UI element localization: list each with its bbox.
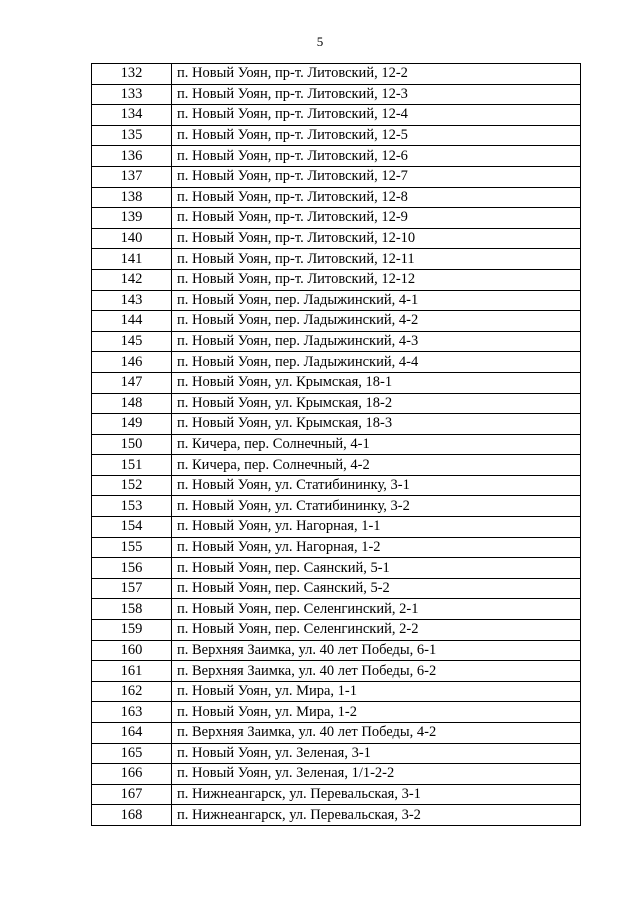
row-number-cell: 154 xyxy=(92,517,172,538)
table-row xyxy=(92,455,581,476)
table-row xyxy=(92,620,581,641)
table-row xyxy=(92,434,581,455)
table-row xyxy=(92,187,581,208)
row-number-cell: 159 xyxy=(92,620,172,641)
address-cell: п. Верхняя Заимка, ул. 40 лет Победы, 4-2 xyxy=(172,723,581,744)
table-row xyxy=(92,764,581,785)
table-row xyxy=(92,661,581,682)
address-cell: п. Новый Уоян, пр-т. Литовский, 12-8 xyxy=(172,187,581,208)
row-number-cell: 134 xyxy=(92,105,172,126)
table-row xyxy=(92,784,581,805)
table-row xyxy=(92,414,581,435)
address-cell: п. Новый Уоян, пр-т. Литовский, 12-7 xyxy=(172,166,581,187)
row-number-cell: 137 xyxy=(92,166,172,187)
address-table xyxy=(91,63,581,826)
row-number-cell: 135 xyxy=(92,125,172,146)
address-table-body xyxy=(92,64,581,826)
address-cell: п. Новый Уоян, пр-т. Литовский, 12-2 xyxy=(172,64,581,85)
table-row xyxy=(92,290,581,311)
row-number-cell: 145 xyxy=(92,331,172,352)
row-number-cell: 140 xyxy=(92,228,172,249)
address-cell: п. Новый Уоян, пер. Селенгинский, 2-1 xyxy=(172,599,581,620)
address-cell: п. Новый Уоян, пер. Ладыжинский, 4-1 xyxy=(172,290,581,311)
row-number-cell: 166 xyxy=(92,764,172,785)
address-cell: п. Нижнеангарск, ул. Перевальская, 3-1 xyxy=(172,784,581,805)
row-number-cell: 147 xyxy=(92,372,172,393)
table-row xyxy=(92,393,581,414)
table-row xyxy=(92,64,581,85)
row-number-cell: 161 xyxy=(92,661,172,682)
table-row xyxy=(92,517,581,538)
address-cell: п. Новый Уоян, пр-т. Литовский, 12-4 xyxy=(172,105,581,126)
row-number-cell: 149 xyxy=(92,414,172,435)
address-cell: п. Новый Уоян, ул. Статибининку, 3-1 xyxy=(172,475,581,496)
table-row xyxy=(92,537,581,558)
table-row xyxy=(92,723,581,744)
row-number-cell: 148 xyxy=(92,393,172,414)
row-number-cell: 158 xyxy=(92,599,172,620)
address-cell: п. Новый Уоян, пер. Ладыжинский, 4-2 xyxy=(172,311,581,332)
table-row xyxy=(92,805,581,826)
table-row xyxy=(92,702,581,723)
address-cell: п. Новый Уоян, пр-т. Литовский, 12-12 xyxy=(172,269,581,290)
row-number-cell: 136 xyxy=(92,146,172,167)
table-row xyxy=(92,146,581,167)
address-cell: п. Новый Уоян, пер. Саянский, 5-1 xyxy=(172,558,581,579)
table-row xyxy=(92,331,581,352)
row-number-cell: 165 xyxy=(92,743,172,764)
table-row xyxy=(92,311,581,332)
row-number-cell: 144 xyxy=(92,311,172,332)
address-cell: п. Кичера, пер. Солнечный, 4-2 xyxy=(172,455,581,476)
address-cell: п. Новый Уоян, пер. Саянский, 5-2 xyxy=(172,578,581,599)
row-number-cell: 168 xyxy=(92,805,172,826)
row-number-cell: 141 xyxy=(92,249,172,270)
address-cell: п. Верхняя Заимка, ул. 40 лет Победы, 6-1 xyxy=(172,640,581,661)
address-cell: п. Новый Уоян, ул. Мира, 1-2 xyxy=(172,702,581,723)
address-cell: п. Новый Уоян, пер. Ладыжинский, 4-4 xyxy=(172,352,581,373)
page-number: 5 xyxy=(316,34,324,49)
table-row xyxy=(92,496,581,517)
row-number-cell: 143 xyxy=(92,290,172,311)
row-number-cell: 164 xyxy=(92,723,172,744)
address-cell: п. Новый Уоян, пр-т. Литовский, 12-5 xyxy=(172,125,581,146)
table-row xyxy=(92,166,581,187)
table-row xyxy=(92,558,581,579)
row-number-cell: 160 xyxy=(92,640,172,661)
address-cell: п. Нижнеангарск, ул. Перевальская, 3-2 xyxy=(172,805,581,826)
table-row xyxy=(92,743,581,764)
row-number-cell: 163 xyxy=(92,702,172,723)
row-number-cell: 132 xyxy=(92,64,172,85)
address-cell: п. Новый Уоян, ул. Крымская, 18-2 xyxy=(172,393,581,414)
table-row xyxy=(92,640,581,661)
address-cell: п. Новый Уоян, ул. Мира, 1-1 xyxy=(172,681,581,702)
address-cell: п. Новый Уоян, ул. Зеленая, 3-1 xyxy=(172,743,581,764)
table-row xyxy=(92,269,581,290)
table-row xyxy=(92,84,581,105)
address-cell: п. Кичера, пер. Солнечный, 4-1 xyxy=(172,434,581,455)
table-row xyxy=(92,249,581,270)
table-row xyxy=(92,352,581,373)
row-number-cell: 139 xyxy=(92,208,172,229)
row-number-cell: 156 xyxy=(92,558,172,579)
address-cell: п. Новый Уоян, ул. Статибининку, 3-2 xyxy=(172,496,581,517)
table-row xyxy=(92,599,581,620)
row-number-cell: 150 xyxy=(92,434,172,455)
address-cell: п. Новый Уоян, ул. Зеленая, 1/1-2-2 xyxy=(172,764,581,785)
address-cell: п. Новый Уоян, ул. Крымская, 18-3 xyxy=(172,414,581,435)
table-row xyxy=(92,372,581,393)
address-cell: п. Новый Уоян, ул. Нагорная, 1-1 xyxy=(172,517,581,538)
address-cell: п. Новый Уоян, ул. Крымская, 18-1 xyxy=(172,372,581,393)
row-number-cell: 133 xyxy=(92,84,172,105)
table-row xyxy=(92,105,581,126)
row-number-cell: 153 xyxy=(92,496,172,517)
address-cell: п. Новый Уоян, ул. Нагорная, 1-2 xyxy=(172,537,581,558)
row-number-cell: 157 xyxy=(92,578,172,599)
address-cell: п. Новый Уоян, пр-т. Литовский, 12-6 xyxy=(172,146,581,167)
row-number-cell: 142 xyxy=(92,269,172,290)
row-number-cell: 138 xyxy=(92,187,172,208)
table-row xyxy=(92,475,581,496)
address-cell: п. Новый Уоян, пр-т. Литовский, 12-11 xyxy=(172,249,581,270)
table-row xyxy=(92,681,581,702)
row-number-cell: 152 xyxy=(92,475,172,496)
row-number-cell: 151 xyxy=(92,455,172,476)
address-cell: п. Новый Уоян, пр-т. Литовский, 12-10 xyxy=(172,228,581,249)
address-cell: п. Новый Уоян, пер. Ладыжинский, 4-3 xyxy=(172,331,581,352)
address-cell: п. Верхняя Заимка, ул. 40 лет Победы, 6-2 xyxy=(172,661,581,682)
row-number-cell: 167 xyxy=(92,784,172,805)
table-row xyxy=(92,578,581,599)
table-row xyxy=(92,208,581,229)
address-cell: п. Новый Уоян, пр-т. Литовский, 12-3 xyxy=(172,84,581,105)
row-number-cell: 146 xyxy=(92,352,172,373)
address-cell: п. Новый Уоян, пр-т. Литовский, 12-9 xyxy=(172,208,581,229)
row-number-cell: 155 xyxy=(92,537,172,558)
table-row xyxy=(92,125,581,146)
table-row xyxy=(92,228,581,249)
row-number-cell: 162 xyxy=(92,681,172,702)
address-cell: п. Новый Уоян, пер. Селенгинский, 2-2 xyxy=(172,620,581,641)
